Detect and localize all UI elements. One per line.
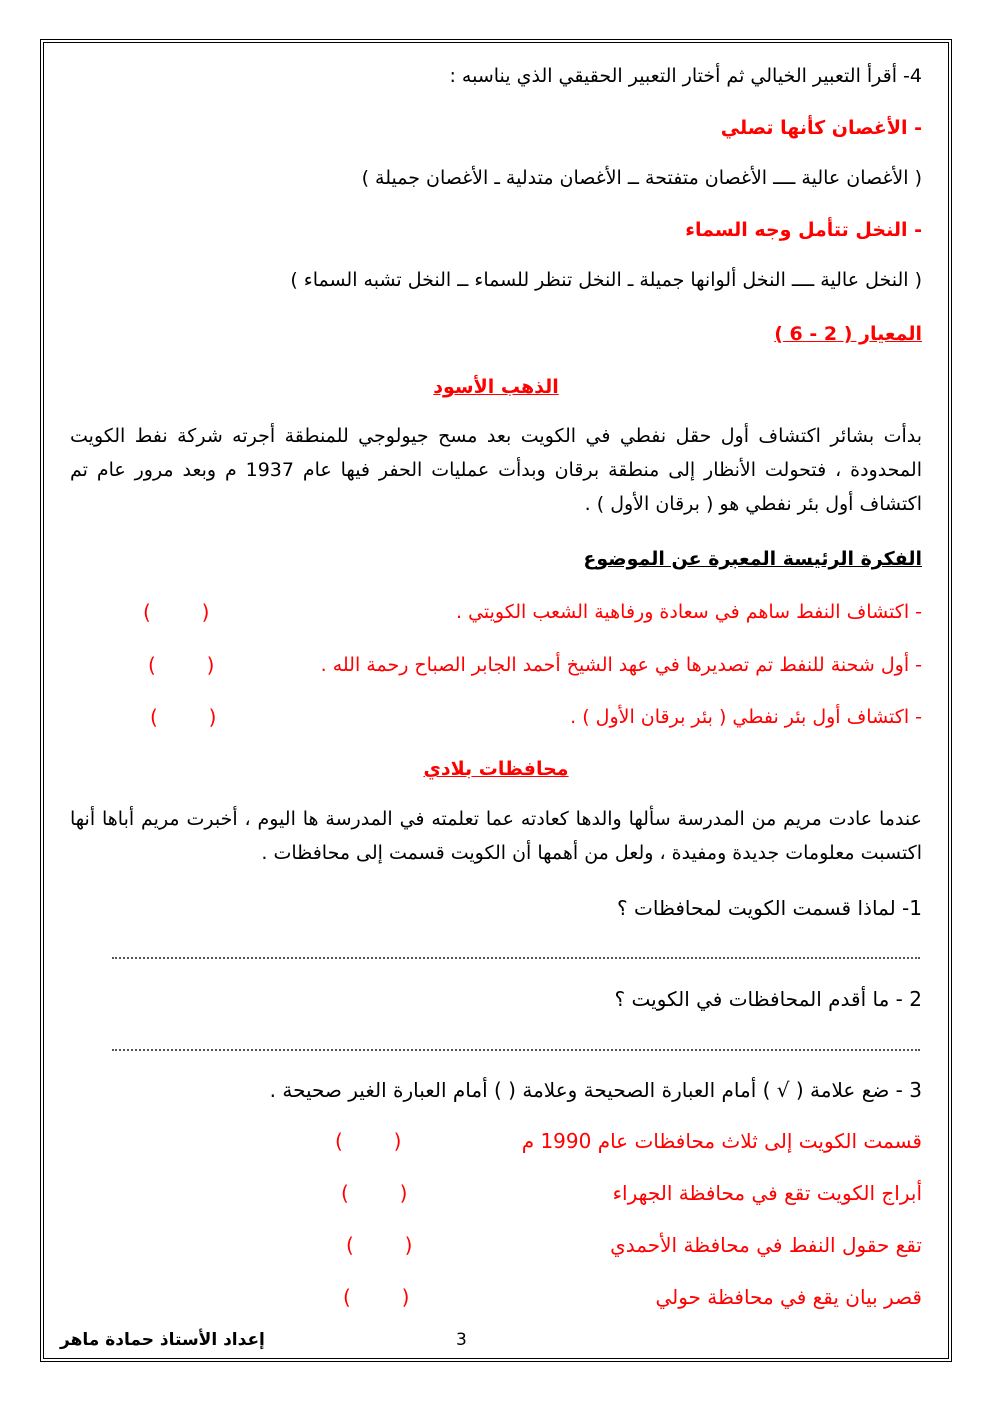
main-idea-option-1: - اكتشاف النفط ساهم في سعادة ورفاهية الشعب الكويتي . [455, 601, 922, 623]
q4-item-1: - الأغصان كأنها تصلي [720, 117, 922, 139]
passage2-text: عندما عادت مريم من المدرسة سألها والدها كعادته عما تعلمته في المدرسة ها اليوم ، أخبرت مريم أباها أنها اكتسبت معلومات جديدة ومفيدة ، ولعل من أهمها أن الكويت قسمت إلى محافظات . [70, 808, 922, 864]
question-3: 3 - ضع علامة ( √ ) أمام العبارة الصحيحة وعلامة ( ) أمام العبارة الغير صحيحة . [269, 1078, 922, 1102]
answer-line-2[interactable] [112, 1049, 920, 1051]
q4-instruction: 4- أقرأ التعبير الخيالي ثم أختار التعبير الحقيقي الذي يناسبه : [449, 65, 922, 87]
passage2-title: محافظات بلادي [423, 758, 569, 780]
main-idea-option-3: - اكتشاف أول بئر نفطي ( بئر برقان الأول ) . [570, 706, 922, 728]
statement-1: قسمت الكويت إلى ثلاث محافظات عام 1990 م [521, 1129, 922, 1153]
statement-4: قصر بيان يقع في محافظة حولي [655, 1285, 922, 1309]
passage1-text: بدأت بشائر اكتشاف أول حقل نفطي في الكويت بعد مسح جيولوجي للمنطقة أجرته شركة نفط الكويت المحدودة ، فتحولت الأنظار إلى منطقة برقان وبدأت عمليات الحفر فيها عام 1937 م وبعد مرور عام تم اكتشاف أول بئر نفطي هو ( برقان الأول ) . [70, 425, 922, 515]
question-2: 2 - ما أقدم المحافظات في الكويت ؟ [614, 987, 922, 1011]
main-idea-heading: الفكرة الرئيسة المعبرة عن الموضوع [583, 548, 922, 570]
q4-options-1: ( الأغصان عالية ــــ الأغصان متفتحة ــ الأغصان متدلية ـ الأغصان جميلة ) [361, 167, 922, 189]
statement-box-1[interactable]: ( ) [335, 1129, 402, 1153]
passage1-title: الذهب الأسود [433, 376, 559, 398]
q4-item-2: - النخل تتأمل وجه السماء [685, 219, 922, 241]
statement-2: أبراج الكويت تقع في محافظة الجهراء [612, 1181, 922, 1205]
answer-line-1[interactable] [112, 957, 920, 959]
main-idea-option-2: - أول شحنة للنفط تم تصديرها في عهد الشيخ أحمد الجابر الصباح رحمة الله . [320, 654, 922, 676]
q4-options-2: ( النخل عالية ــــ النخل ألوانها جميلة ـ النخل تنظر للسماء ــ النخل تشبه السماء ) [290, 269, 922, 291]
statement-3: تقع حقول النفط في محافظة الأحمدي [610, 1233, 922, 1257]
answer-box-3[interactable]: ( ) [150, 705, 217, 729]
answer-box-2[interactable]: ( ) [148, 653, 215, 677]
criterion-label: المعيار ( 2 - 6 ) [774, 323, 922, 345]
answer-box-1[interactable]: ( ) [143, 600, 210, 624]
author-credit: إعداد الأستاذ حمادة ماهر [60, 1330, 265, 1350]
page-number: 3 [456, 1330, 467, 1350]
question-1: 1- لماذا قسمت الكويت لمحافظات ؟ [617, 896, 922, 920]
statement-box-2[interactable]: ( ) [341, 1181, 408, 1205]
statement-box-4[interactable]: ( ) [343, 1285, 410, 1309]
statement-box-3[interactable]: ( ) [346, 1233, 413, 1257]
